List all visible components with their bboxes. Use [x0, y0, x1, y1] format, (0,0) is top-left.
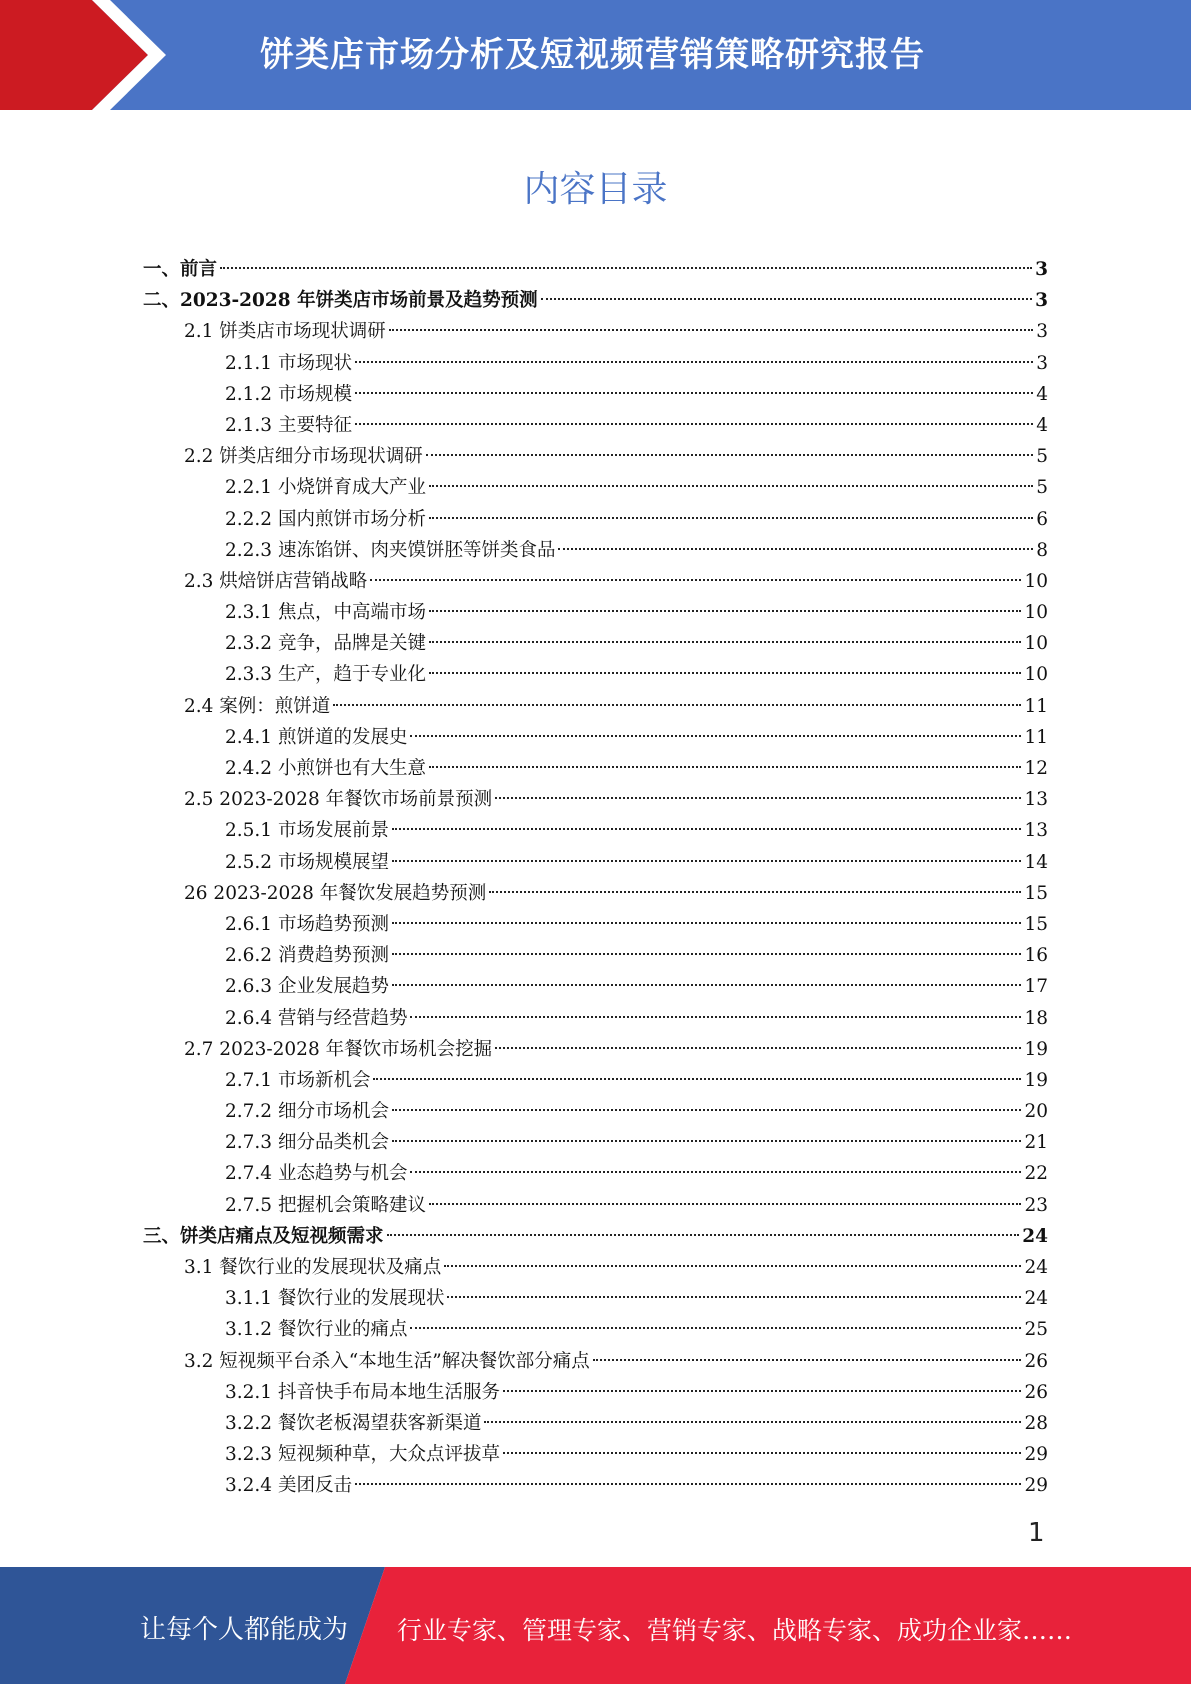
dot-leader: [355, 423, 1033, 425]
dot-leader: [558, 548, 1033, 550]
toc-entry-label: 3.2.2 餐饮老板渴望获客新渠道: [225, 1412, 482, 1434]
toc-entry-page: 20: [1024, 1101, 1048, 1123]
toc-entry-page: 29: [1024, 1475, 1048, 1497]
toc-entry-page: 18: [1024, 1007, 1048, 1029]
dot-leader: [489, 891, 1021, 893]
toc-entry-label: 2.5.2 市场规模展望: [225, 851, 389, 873]
toc-entry-label: 2.2.1 小烧饼育成大产业: [225, 477, 426, 499]
toc-entry-label: 2.3.3 生产，趋于专业化: [225, 664, 426, 686]
toc-entry[interactable]: [143, 1065, 1048, 1096]
toc-entry-label: 2.2.3 速冻馅饼、肉夹馍饼胚等饼类食品: [225, 539, 556, 561]
dot-leader: [503, 1390, 1021, 1392]
toc-entry-page: 29: [1024, 1444, 1048, 1466]
toc-entry-label: 2.7.3 细分品类机会: [225, 1132, 389, 1154]
toc-entry[interactable]: [143, 1408, 1048, 1439]
toc-entry[interactable]: [143, 1127, 1048, 1158]
toc-entry[interactable]: [143, 940, 1048, 971]
toc-entry-page: 10: [1024, 633, 1048, 655]
dot-leader: [429, 641, 1021, 643]
toc-entry-label: 三、饼类店痛点及短视频需求: [143, 1225, 384, 1247]
toc-entry-label: 2.7.1 市场新机会: [225, 1069, 371, 1091]
dot-leader: [387, 1234, 1020, 1236]
toc-entry-label: 3.1.1 餐饮行业的发展现状: [225, 1288, 445, 1310]
toc-entry[interactable]: [143, 878, 1048, 909]
toc-entry-page: 3: [1035, 259, 1048, 280]
toc-entry-label: 2.5.1 市场发展前景: [225, 820, 389, 842]
toc-entry[interactable]: [143, 410, 1048, 441]
toc-entry-label: 3.1.2 餐饮行业的痛点: [225, 1319, 408, 1341]
toc-entry-label: 2.7.2 细分市场机会: [225, 1101, 389, 1123]
dot-leader: [429, 766, 1021, 768]
toc-entry-page: 11: [1024, 726, 1048, 748]
toc-entry[interactable]: [143, 504, 1048, 535]
toc-entry-label: 3.2.4 美团反击: [225, 1475, 352, 1497]
footer-slogan-right: 行业专家、管理专家、营销专家、战略专家、成功企业家……: [397, 1616, 1073, 1645]
dot-leader: [333, 704, 1021, 706]
toc-entry-page: 15: [1024, 913, 1048, 935]
toc-entry[interactable]: [143, 1190, 1048, 1221]
footer-band: [0, 1567, 1191, 1684]
toc-entry-page: 10: [1024, 664, 1048, 686]
toc-entry-page: 10: [1024, 570, 1048, 592]
toc-entry-label: 2.3.2 竞争，品牌是关键: [225, 633, 426, 655]
toc-entry[interactable]: [143, 659, 1048, 690]
dot-leader: [429, 610, 1021, 612]
toc-entry-label: 2.6.1 市场趋势预测: [225, 913, 389, 935]
toc-entry-page: 14: [1024, 851, 1048, 873]
toc-entry-label: 2.4.2 小煎饼也有大生意: [225, 758, 426, 779]
dot-leader: [447, 1296, 1021, 1298]
toc-entry-page: 3: [1035, 290, 1048, 312]
dot-leader: [392, 1109, 1021, 1111]
toc-entry[interactable]: [143, 1003, 1048, 1034]
toc-entry[interactable]: [143, 753, 1048, 784]
toc-entry-page: 26: [1024, 1381, 1048, 1403]
toc-entry[interactable]: [143, 566, 1048, 597]
toc-entry-label: 2.1 饼类店市场现状调研: [184, 321, 386, 343]
toc-entry-label: 2.2.2 国内煎饼市场分析: [225, 508, 426, 530]
toc-entry[interactable]: [143, 1221, 1048, 1252]
toc-entry[interactable]: [143, 472, 1048, 503]
toc-entry-page: 5: [1036, 477, 1048, 499]
toc-entry-label: 2.1.1 市场现状: [225, 352, 352, 374]
dot-leader: [444, 1265, 1021, 1267]
toc-entry-page: 24: [1022, 1225, 1048, 1247]
dot-leader: [392, 1140, 1021, 1142]
dot-leader: [220, 267, 1032, 269]
toc-entry-label: 3.2.3 短视频种草，大众点评拔草: [225, 1444, 500, 1466]
toc-entry-page: 15: [1024, 882, 1048, 904]
toc-entry-page: 10: [1024, 602, 1048, 624]
toc-entry-label: 2.6.4 营销与经营趋势: [225, 1007, 408, 1029]
toc-entry-label: 2.1.3 主要特征: [225, 414, 352, 436]
toc-entry-page: 24: [1024, 1257, 1048, 1278]
toc-entry-label: 2.2 饼类店细分市场现状调研: [184, 446, 423, 468]
report-title: 饼类店市场分析及短视频营销策略研究报告: [260, 35, 925, 75]
dot-leader: [373, 1078, 1021, 1080]
header-band: [0, 0, 1191, 110]
toc-entry-page: 4: [1036, 383, 1048, 405]
toc-entry[interactable]: [143, 1439, 1048, 1470]
toc-entry-label: 2.3 烘焙饼店营销战略: [184, 570, 368, 592]
dot-leader: [410, 1171, 1021, 1173]
dot-leader: [370, 579, 1021, 581]
toc-entry[interactable]: [143, 1283, 1048, 1314]
toc-entry[interactable]: [143, 1096, 1048, 1127]
table-of-contents: [143, 254, 1048, 1502]
toc-entry-page: 13: [1024, 820, 1048, 842]
toc-entry-label: 3.1 餐饮行业的发展现状及痛点: [184, 1257, 442, 1278]
dot-leader: [495, 1047, 1021, 1049]
toc-entry-page: 17: [1024, 976, 1048, 998]
toc-entry-label: 2.4.1 煎饼道的发展史: [225, 726, 408, 748]
toc-entry[interactable]: [143, 535, 1048, 566]
toc-entry-page: 13: [1024, 789, 1048, 811]
toc-entry[interactable]: [143, 971, 1048, 1002]
dot-leader: [410, 735, 1021, 737]
toc-entry-page: 23: [1024, 1194, 1048, 1216]
toc-entry-label: 2.7 2023-2028 年餐饮市场机会挖掘: [184, 1038, 493, 1060]
toc-entry[interactable]: [143, 1314, 1048, 1345]
toc-entry[interactable]: [143, 909, 1048, 940]
toc-entry-page: 5: [1036, 446, 1048, 468]
toc-entry-label: 2.4 案例：煎饼道: [184, 695, 331, 717]
dot-leader: [429, 1203, 1021, 1205]
toc-entry-label: 2.6.3 企业发展趋势: [225, 976, 389, 998]
toc-entry[interactable]: [143, 597, 1048, 628]
toc-entry[interactable]: [143, 815, 1048, 846]
toc-entry[interactable]: [143, 722, 1048, 753]
dot-leader: [355, 361, 1033, 363]
dot-leader: [495, 797, 1021, 799]
toc-entry-label: 2.7.5 把握机会策略建议: [225, 1194, 426, 1216]
dot-leader: [392, 984, 1021, 986]
toc-entry-label: 2.6.2 消费趋势预测: [225, 945, 389, 967]
toc-entry-label: 2.5 2023-2028 年餐饮市场前景预测: [184, 789, 493, 811]
toc-entry-page: 19: [1024, 1038, 1048, 1060]
toc-entry[interactable]: [143, 379, 1048, 410]
dot-leader: [541, 298, 1033, 300]
toc-entry[interactable]: [143, 1252, 1048, 1283]
toc-entry[interactable]: [143, 1377, 1048, 1408]
toc-entry[interactable]: [143, 254, 1048, 285]
dot-leader: [410, 1327, 1021, 1329]
dot-leader: [426, 454, 1033, 456]
dot-leader: [392, 828, 1021, 830]
page-number: 1: [1028, 1518, 1045, 1548]
toc-entry[interactable]: [143, 628, 1048, 659]
toc-entry[interactable]: [143, 285, 1048, 316]
toc-entry[interactable]: [143, 348, 1048, 379]
toc-entry-label: 2.7.4 业态趋势与机会: [225, 1163, 408, 1185]
toc-entry[interactable]: [143, 1034, 1048, 1065]
toc-entry-page: 6: [1036, 508, 1048, 530]
dot-leader: [484, 1421, 1021, 1423]
toc-entry[interactable]: [143, 691, 1048, 722]
toc-entry[interactable]: [143, 1158, 1048, 1189]
toc-entry-page: 11: [1024, 695, 1048, 717]
toc-entry[interactable]: [143, 1346, 1048, 1377]
toc-heading: 内容目录: [523, 169, 668, 210]
dot-leader: [503, 1452, 1021, 1454]
dot-leader: [410, 1016, 1021, 1018]
toc-entry-page: 25: [1024, 1319, 1048, 1341]
toc-entry[interactable]: [143, 316, 1048, 347]
toc-entry-label: 二、2023-2028 年饼类店市场前景及趋势预测: [143, 290, 538, 312]
toc-entry-page: 28: [1024, 1412, 1048, 1434]
dot-leader: [593, 1359, 1022, 1361]
toc-entry-page: 21: [1024, 1132, 1048, 1154]
toc-entry[interactable]: [143, 1470, 1048, 1501]
toc-entry-label: 3.2 短视频平台杀入“本地生活”解决餐饮部分痛点: [184, 1350, 590, 1372]
dot-leader: [392, 922, 1021, 924]
toc-entry-page: 19: [1024, 1069, 1048, 1091]
dot-leader: [392, 860, 1021, 862]
dot-leader: [355, 1483, 1022, 1485]
dot-leader: [389, 329, 1033, 331]
dot-leader: [429, 672, 1021, 674]
toc-entry[interactable]: [143, 847, 1048, 878]
toc-entry-label: 2.3.1 焦点，中高端市场: [225, 602, 426, 624]
toc-entry-label: 3.2.1 抖音快手布局本地生活服务: [225, 1381, 500, 1403]
dot-leader: [392, 953, 1021, 955]
toc-entry-page: 3: [1036, 321, 1048, 343]
toc-entry[interactable]: [143, 441, 1048, 472]
toc-entry-page: 22: [1024, 1163, 1048, 1185]
toc-entry-page: 26: [1024, 1350, 1048, 1372]
toc-entry-page: 8: [1036, 539, 1048, 561]
toc-entry-page: 4: [1036, 414, 1048, 436]
toc-entry-page: 3: [1036, 352, 1048, 374]
dot-leader: [429, 517, 1033, 519]
dot-leader: [355, 392, 1033, 394]
toc-entry-page: 16: [1024, 945, 1048, 967]
toc-entry-label: 一、前言: [143, 259, 218, 280]
footer-slogan-left: 让每个人都能成为: [140, 1615, 349, 1645]
toc-entry-label: 26 2023-2028 年餐饮发展趋势预测: [184, 882, 487, 904]
toc-entry-page: 12: [1024, 758, 1048, 779]
toc-entry-page: 24: [1024, 1288, 1048, 1310]
toc-entry-label: 2.1.2 市场规模: [225, 383, 352, 405]
dot-leader: [429, 485, 1033, 487]
toc-entry[interactable]: [143, 784, 1048, 815]
